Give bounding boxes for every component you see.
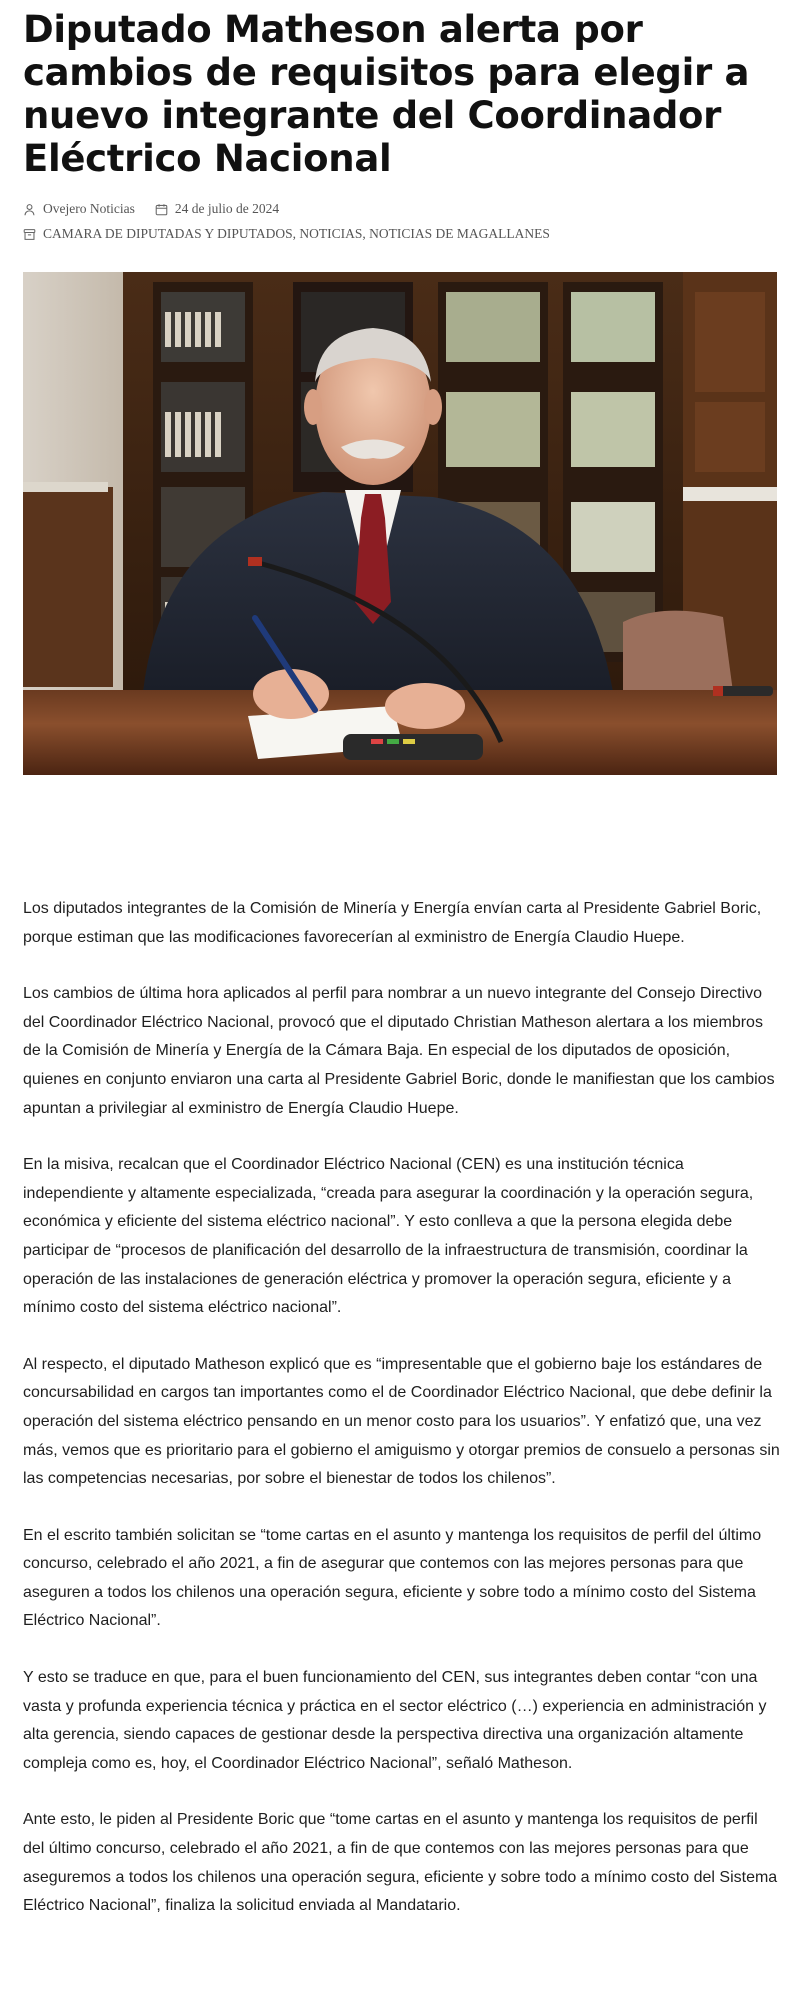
featured-photo: [23, 272, 777, 775]
user-icon: [23, 203, 36, 216]
author-link[interactable]: [23, 201, 135, 217]
paragraph: Los cambios de última hora aplicados al perfil para nombrar a un nuevo integrante del Consejo Directivo del Coordinador Eléctrico Nacional, provocó que el diputado Christian Matheson alertara a los miembros de la Comisión de Minería y Energía de la Cámara Baja. En especial de los diputados de oposición, quienes en conjunto enviaron una carta al Presidente Gabriel Boric, donde le manifiestan que los cambios apuntan a privilegiar al exministro de Energía Claudio Huepe.: [23, 985, 775, 1117]
category-links[interactable]: CAMARA DE DIPUTADAS Y DIPUTADOS, NOTICIAS, NOTICIAS DE MAGALLANES: [43, 226, 550, 241]
paragraph: Ante esto, le piden al Presidente Boric que “tome cartas en el asunto y mantenga los requisitos de perfil del último concurso, celebrado el año 2021, a fin de que contemos con las mejores personas para que aseguremos a todos los chilenos una operación segura, eficiente y sobre todo a mínimo costo del Sistema Eléctrico Nacional”, finaliza la solicitud enviada al Mandatario.: [23, 1811, 778, 1915]
categories-row: [23, 226, 550, 242]
featured-image: [23, 272, 777, 775]
author-name: Ovejero Noticias: [43, 201, 135, 216]
paragraph: En el escrito también solicitan se “tome cartas en el asunto y mantenga los requisitos de perfil del último concurso, celebrado el año 2021, a fin de asegurar que contemos con las mejores personas para que aseguren a todos los chilenos una operación segura, eficiente y sobre todo a mínimo costo del Sistema Eléctrico Nacional”.: [23, 1526, 762, 1630]
publish-date: 24 de julio de 2024: [174, 201, 280, 216]
article-body: [23, 895, 783, 1949]
paragraph: Al respecto, el diputado Matheson explicó que es “impresentable que el gobierno baje los estándares de concursabilidad en cargos tan importantes como el de Coordinador Eléctrico Nacional, que debe definir la operación del sistema eléctrico pensando en un menor costo para los usuarios”. Y enfatizó que, una vez más, vemos que es prioritario para el gobierno el amiguismo y otorgar premios de consuelo a personas sin las competencias necesarias, por sobre el bienestar de todos los chilenos”.: [23, 1355, 780, 1488]
calendar-icon: [155, 203, 168, 216]
date-link[interactable]: [155, 201, 279, 217]
article-categories: [23, 225, 783, 243]
paragraph: Y esto se traduce en que, para el buen funcionamiento del CEN, sus integrantes deben contar “con una vasta y profunda experiencia técnica y práctica en el sector eléctrico (…) experiencia en administración y alta gerencia, siendo capaces de gestionar desde la perspectiva directiva una organización altamente compleja como es, hoy, el Coordinador Eléctrico Nacional”, señaló Matheson.: [23, 1669, 767, 1772]
article-meta: [23, 200, 783, 218]
paragraph: Los diputados integrantes de la Comisión de Minería y Energía envían carta al Presidente Gabriel Boric, porque estiman que las modificaciones favorecerían al exministro de Energía Claudio Huepe.: [23, 900, 762, 946]
article-title: Diputado Matheson alerta por cambios de requisitos para elegir a nuevo integrante del Coordinador Eléctrico Nacional: [23, 8, 750, 180]
paragraph: En la misiva, recalcan que el Coordinador Eléctrico Nacional (CEN) es una institución técnica independiente y altamente especializada, “creada para asegurar la coordinación y la operación segura, económica y eficiente del sistema eléctrico nacional”. Y esto conlleva a que la persona elegida debe participar de “procesos de planificación del desarrollo de la infraestructura de transmisión, coordinar la operación de las instalaciones de generación eléctrica y promover la operación segura, eficiente y a mínimo costo del sistema eléctrico nacional”.: [23, 1156, 754, 1317]
archive-icon: [23, 228, 36, 241]
